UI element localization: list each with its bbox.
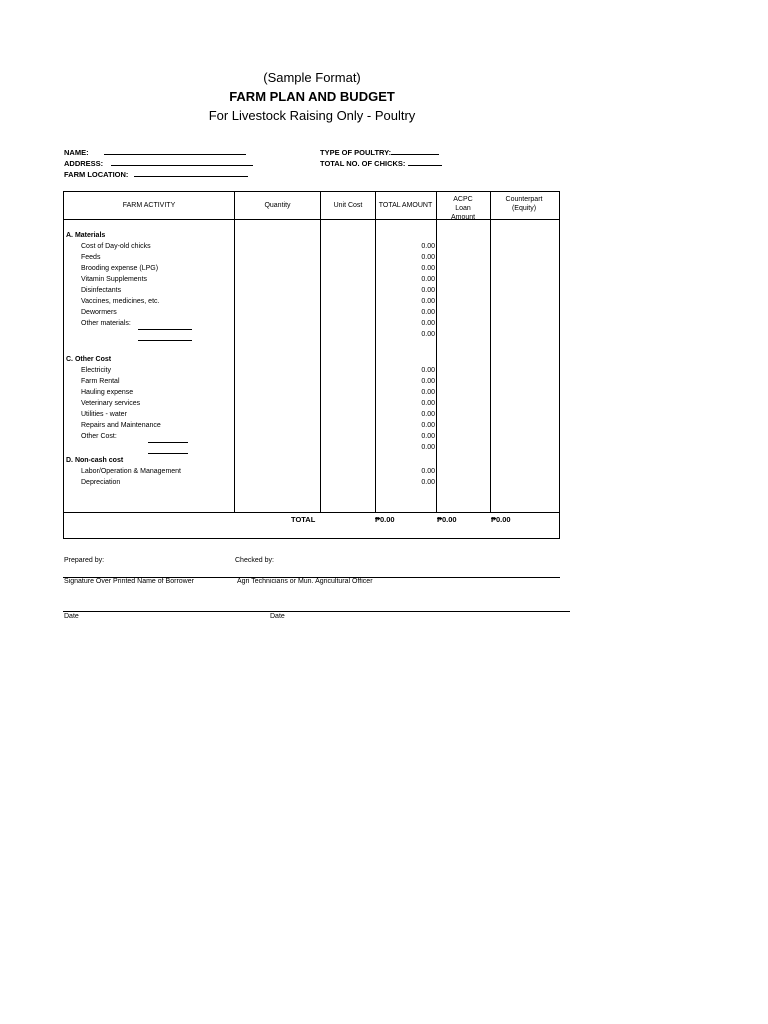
row-amount: 0.00 [421, 444, 435, 451]
date-left-caption: Date [64, 613, 79, 620]
row-label: Disinfectants [81, 287, 122, 294]
column-divider [436, 192, 437, 512]
date-right-caption: Date [270, 613, 285, 620]
row-label: Utilities - water [81, 411, 127, 418]
column-header-counterpart: Counterpart (Equity) [505, 196, 543, 212]
row-amount: 0.00 [421, 309, 435, 316]
address-blank [111, 158, 253, 166]
row-amount: 0.00 [421, 411, 435, 418]
row-amount: 0.00 [421, 422, 435, 429]
row-amount: 0.00 [421, 400, 435, 407]
row-amount: 0.00 [421, 367, 435, 374]
column-header-farm-activity: FARM ACTIVITY [122, 202, 176, 209]
checked-by-label: Checked by: [235, 557, 274, 564]
row-amount: 0.00 [421, 479, 435, 486]
row-amount: 0.00 [421, 331, 435, 338]
column-header-quantity: Quantity [264, 202, 291, 209]
row-amount: 0.00 [421, 254, 435, 261]
column-header-unit-cost: Unit Cost [333, 202, 363, 209]
address-label: ADDRESS: [64, 159, 104, 168]
farm-location-field [64, 169, 248, 179]
document-title: FARM PLAN AND BUDGET [229, 89, 395, 104]
row-label: Vaccines, medicines, etc. [81, 298, 160, 305]
section-non-cash-cost-title: D. Non-cash cost [66, 457, 124, 464]
borrower-signature-caption: Signature Over Printed Name of Borrower [64, 578, 194, 585]
date-line [63, 611, 570, 612]
column-divider [234, 192, 235, 512]
column-header-acpc-loan: ACPC Loan Amount [450, 196, 476, 221]
row-amount: 0.00 [421, 378, 435, 385]
row-label: Other materials: [81, 320, 131, 327]
budget-table [63, 191, 560, 539]
fill-in-blank [138, 340, 192, 341]
row-label: Farm Rental [81, 378, 120, 385]
row-label: Dewormers [81, 309, 117, 316]
row-amount: 0.00 [421, 468, 435, 475]
row-amount: 0.00 [421, 287, 435, 294]
total-label: TOTAL [291, 515, 316, 524]
type-of-poultry-blank [391, 147, 439, 155]
column-divider [320, 192, 321, 512]
row-amount: 0.00 [421, 433, 435, 440]
row-label: Depreciation [81, 479, 121, 486]
document-subtitle-sample-format: (Sample Format) [263, 70, 361, 85]
section-materials-title: A. Materials [66, 232, 106, 239]
address-field [64, 158, 253, 168]
row-label: Other Cost: [81, 433, 117, 440]
total-acpc-loan-value: ₱0.00 [437, 515, 457, 524]
column-header-total-amount: TOTAL AMOUNT [378, 202, 433, 209]
total-chicks-blank [408, 158, 442, 166]
row-label: Hauling expense [81, 389, 134, 396]
name-blank [104, 147, 246, 155]
name-label: NAME: [64, 148, 89, 157]
type-of-poultry-label: TYPE OF POULTRY: [320, 148, 392, 157]
row-amount: 0.00 [421, 243, 435, 250]
column-divider [375, 192, 376, 512]
farm-location-blank [134, 169, 248, 177]
farm-location-label: FARM LOCATION: [64, 170, 129, 179]
row-label: Vitamin Supplements [81, 276, 148, 283]
row-amount: 0.00 [421, 389, 435, 396]
total-chicks-field [320, 158, 442, 168]
row-amount: 0.00 [421, 276, 435, 283]
name-field [64, 147, 246, 157]
fill-in-blank [138, 329, 192, 330]
prepared-by-label: Prepared by: [64, 557, 105, 564]
column-divider [490, 192, 491, 512]
header-divider [64, 219, 559, 220]
row-amount: 0.00 [421, 320, 435, 327]
total-chicks-label: TOTAL NO. OF CHICKS: [320, 159, 406, 168]
row-label: Feeds [81, 254, 101, 261]
officer-signature-caption: Agri Technicians or Mun. Agricultural Officer [237, 578, 373, 585]
row-label: Veterinary services [81, 400, 141, 407]
total-counterpart-value: ₱0.00 [491, 515, 511, 524]
row-label: Cost of Day-old chicks [81, 243, 151, 250]
section-other-cost-title: C. Other Cost [66, 356, 112, 363]
type-of-poultry-field [320, 147, 439, 157]
row-label: Repairs and Maintenance [81, 422, 161, 429]
document-subtitle: For Livestock Raising Only - Poultry [208, 108, 416, 123]
row-label: Labor/Operation & Management [81, 468, 182, 475]
fill-in-blank [148, 453, 188, 454]
total-amount-value: ₱0.00 [375, 515, 395, 524]
row-amount: 0.00 [421, 265, 435, 272]
total-divider [64, 512, 559, 513]
row-label: Electricity [81, 367, 111, 374]
row-amount: 0.00 [421, 298, 435, 305]
fill-in-blank [148, 442, 188, 443]
row-label: Brooding expense (LPG) [81, 265, 159, 272]
